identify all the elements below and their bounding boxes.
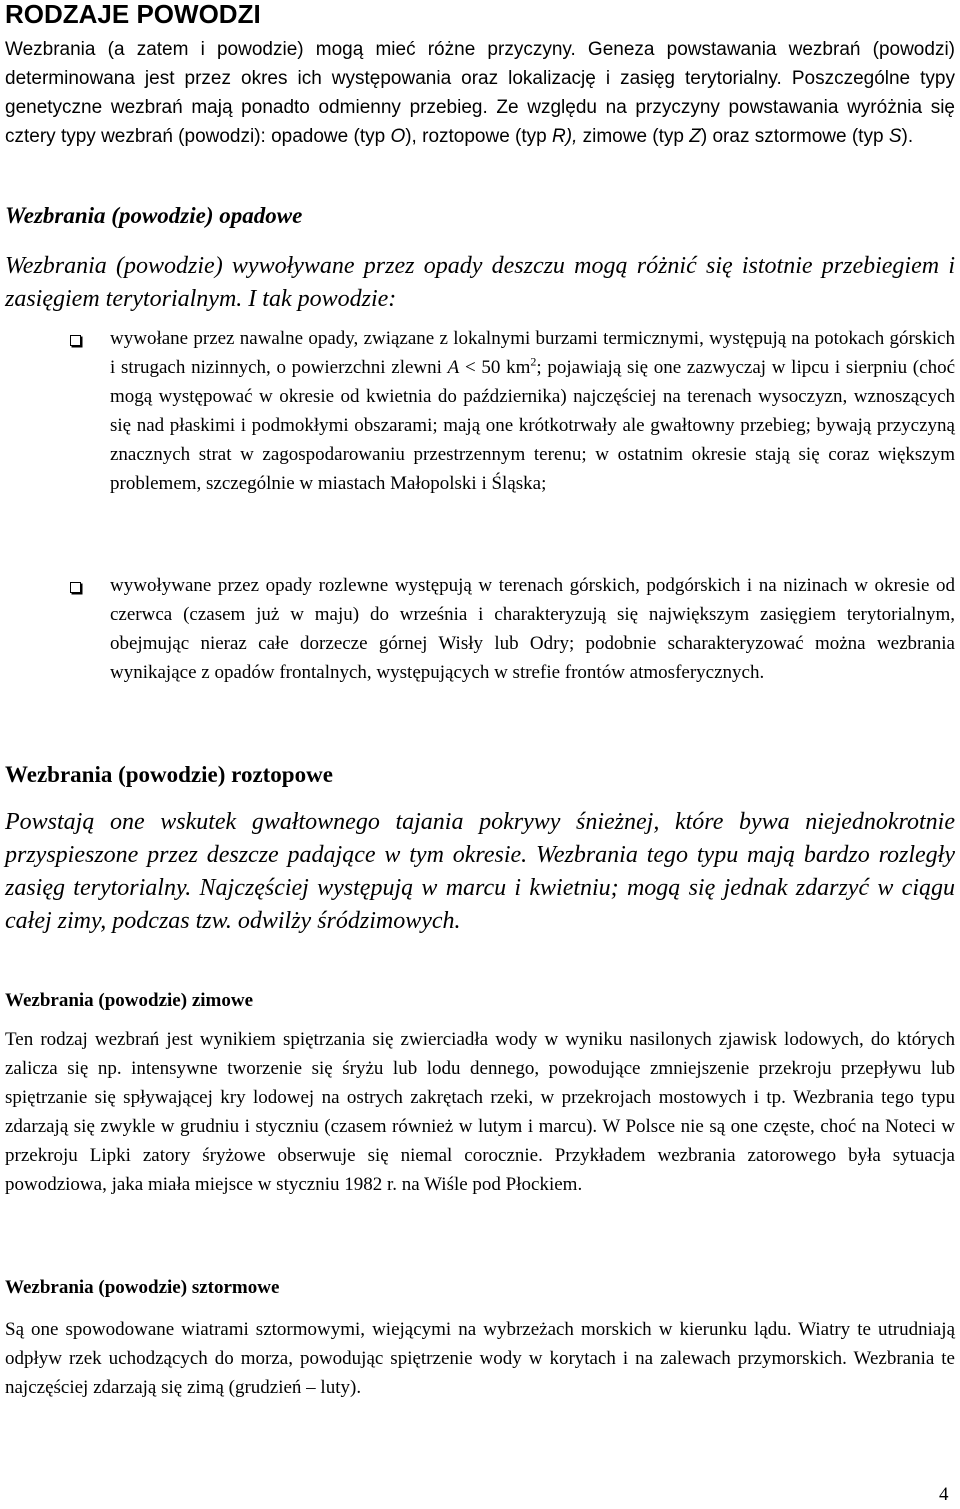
zimowe-paragraph: Ten rodzaj wezbrań jest wynikiem spiętrzania się zwierciadła wody w wyniku nasilonych zjawisk lodowych, do których zalicza się np. intensywne tworzenie się śryżu lub lodu dennego, powodujące zmniejszenie przekroju przepływu lub spiętrzanie się spływającej kry lodowej na ostrych zakrętach rzeki, w przekrojach mostowych i tp. Wezbrania tego typu zdarzają się zwykle w grudniu i styczniu (czasem również w lutym i marcu). W Polsce nie są one częste, choć na Noteci w przekroju Lipki zatory śryżowe obserwuje się niemal corocznie. Przykładem wezbrania zatorowego była sytuacja powodziowa, jaka miała miejsce w styczniu 1982 r. na Wiśle pod Płockiem.: [5, 1029, 955, 1195]
page-number: 4: [939, 1484, 949, 1505]
heading-roztopowe: Wezbrania (powodzie) roztopowe: [5, 762, 333, 787]
bullet-text: ; pojawiają się one zazwyczaj w lipcu i sierpniu (choć mogą występować w okresie od kwietnia do października) najczęściej na terenach wysoczyzn, wznoszących się nad płaskimi i podmokłymi obszarami; mają one krótkotrwały ale gwałtowny przebieg; bywają przyczyną znacznych strat w zagospodarowaniu przestrzennym terenu; w ostatnim okresie stają się coraz większym problemem, szczególnie w miastach Małopolski i Śląska;: [110, 357, 955, 494]
intro-text: Wezbrania (a zatem i powodzie) mogą mieć różne przyczyny. Geneza powstawania wezbrań (powodzi) determinowana jest przez okres ich występowania oraz lokalizację i zasięg terytorialny. Poszczególne typy genetyczne wezbrań mają ponadto odmienny przebieg. Ze względu na przyczyny powstawania wyróżnia się cztery typy wezbrań (powodzi): opadowe (typ: [5, 39, 955, 147]
roztopowe-paragraph: Powstają one wskutek gwałtownego tajania pokrywy śnieżnej, które bywa niejednokrotnie przyspieszone przez deszcze padające w tym okresie. Wezbrania tego typu mają bardzo rozległy zasięg terytorialny. Najczęściej występują w marcu i kwietniu; mogą się jednak zdarzyć w ciągu całej zimy, podczas tzw. odwilży śródzimowych.: [5, 809, 955, 934]
sztormowe-paragraph: Są one spowodowane wiatrami sztormowymi, wiejącymi na wybrzeżach morskich w kierunku lądu. Wiatry te utrudniają odpływ rzek uchodzących do morza, powodując spiętrzenie wody w korytach i na zalewach przymorskich. Wezbrania te najczęściej zdarzają się zimą (grudzień – luty).: [5, 1319, 955, 1398]
heading-opadowe: Wezbrania (powodzie) opadowe: [5, 203, 303, 228]
heading-zimowe: Wezbrania (powodzie) zimowe: [5, 990, 254, 1011]
area-symbol: A: [447, 357, 460, 378]
page-title: RODZAJE POWODZI: [5, 0, 261, 29]
bullet-rozlewne: wywoływane przez opady rozlewne występują w terenach górskich, podgórskich i na nizinach w okresie od czerwca (czasem już w maju) do września i charakteryzują się największym zasięgiem terytorialnym, obejmując nieraz całe dorzecze górnej Wisły lub Odry; podobnie scharakteryzować można wezbrania wynikające z opadów frontalnych, występujących w strefie frontów atmosferycznych.: [110, 575, 955, 683]
intro-text: zimowe (typ: [577, 126, 690, 147]
type-o-symbol: O: [390, 126, 406, 147]
type-r-symbol: R),: [552, 126, 578, 147]
opadowe-intro: Wezbrania (powodzie) wywoływane przez opady deszczu mogą różnić się istotnie przebiegiem i zasięgiem terytorialnym. I tak powodzie:: [5, 253, 955, 312]
superscript: 2: [530, 354, 537, 369]
bullet-square-icon: [70, 335, 81, 346]
intro-text: ).: [901, 126, 914, 147]
heading-sztormowe: Wezbrania (powodzie) sztormowe: [5, 1277, 280, 1298]
bullet-square-icon: [70, 582, 81, 593]
bullet-text: < 50 km: [459, 357, 531, 378]
intro-text: ), roztopowe (typ: [405, 126, 553, 147]
bullet-nawalne: [110, 324, 955, 498]
type-z-symbol: Z: [689, 126, 701, 147]
intro-paragraph: [5, 35, 955, 151]
intro-text: ) oraz sztormowe (typ: [700, 126, 889, 147]
type-s-symbol: S: [888, 126, 902, 147]
bullet-text: wywołane przez nawalne opady, związane z lokalnymi burzami termicznymi, występują na potokach górskich i strugach nizinnych, o powierzchni zlewni: [110, 328, 955, 378]
